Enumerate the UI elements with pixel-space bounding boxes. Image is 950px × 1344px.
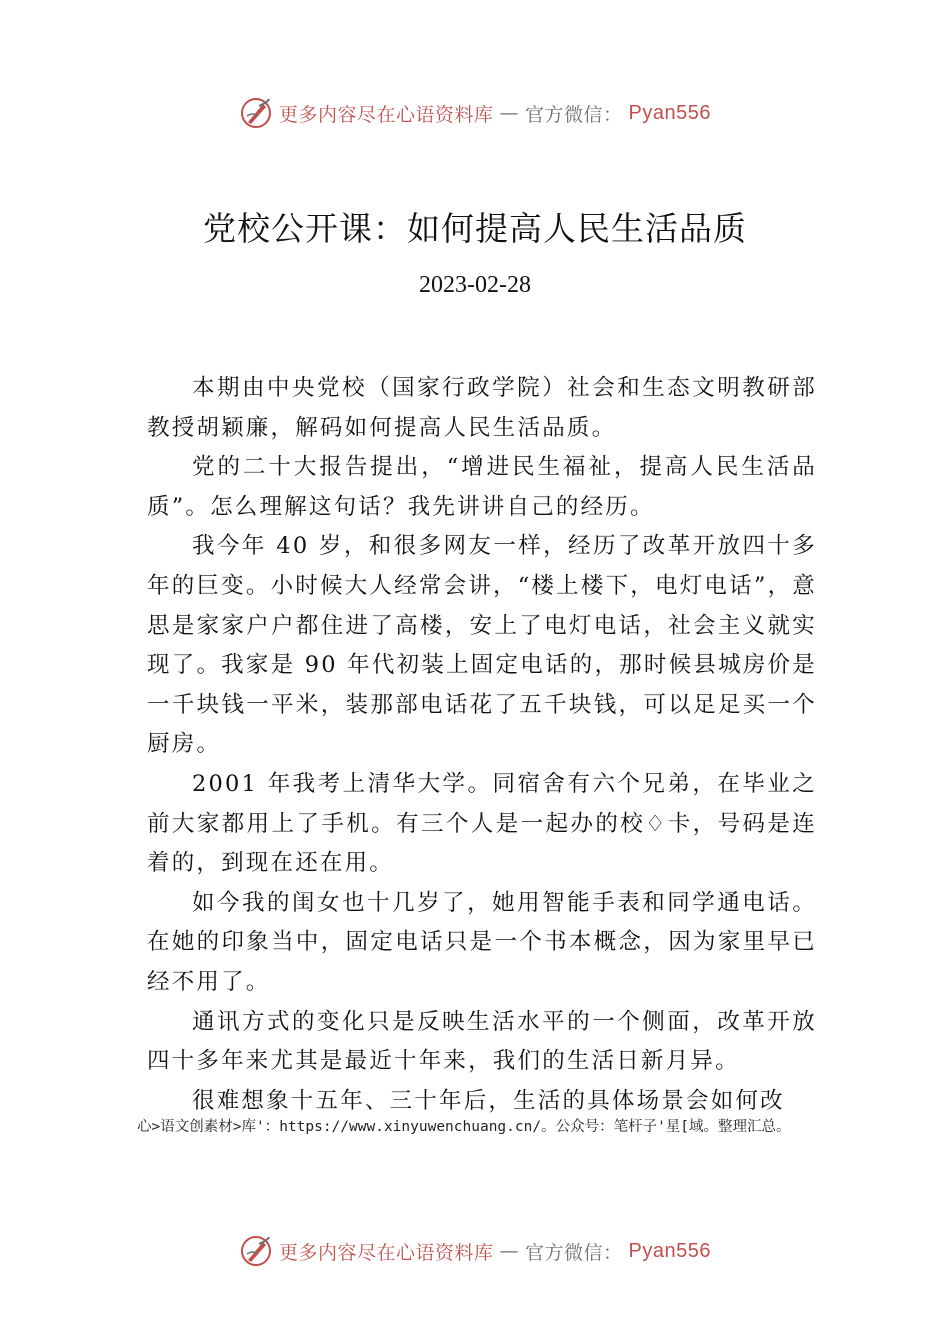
banner-slogan: 更多内容尽在心语资料库: [279, 103, 494, 126]
paragraph-2: 党的二十大报告提出，“增进民生福祉，提高人民生活品质”。怎么理解这句话？我先讲讲自己的经历。: [147, 454, 817, 520]
paragraph-1: 本期由中央党校（国家行政学院）社会和生态文明教研部教授胡颖廉，解码如何提高人民生活品质。: [147, 375, 817, 441]
banner-wechat-label: 官方微信：: [525, 103, 623, 126]
paragraph-4: 2001 年我考上清华大学。同宿舍有六个兄弟，在毕业之前大家都用上了手机。有三个人是一起办的校♢卡，号码是连着的，到现在还在用。: [147, 770, 817, 877]
banner-separator: —: [499, 102, 520, 124]
paragraph-6: 通讯方式的变化只是反映生活水平的一个侧面，改革开放四十多年来尤其是最近十年来，我们的生活日新月异。: [147, 1008, 817, 1075]
quill-logo-icon: [239, 1234, 273, 1268]
banner-separator: —: [499, 1240, 520, 1262]
paragraph-3: 我今年 40 岁，和很多网友一样，经历了改革开放四十多年的巨变。小时候大人经常会讲，“楼上楼下，电灯电话”，意思是家家户户都住进了高楼，安上了电灯电话，社会主义就实现了。我家是 90 年代初装上固定电话的，那时候县城房价是一千块钱一平米，装那部电话花了五千块钱，可以足足买一个厨房。: [147, 533, 817, 758]
banner-slogan: 更多内容尽在心语资料库: [279, 1241, 494, 1264]
paragraph-5: 如今我的闺女也十几岁了，她用智能手表和同学通电话。在她的印象当中，固定电话只是一个书本概念，因为家里早已经不用了。: [147, 889, 817, 995]
article-date: 2023-02-28: [419, 272, 531, 298]
source-footnote: 心>语文创素材>库'：https://www.xinyuwenchuang.cn/。公众号：笔杆子'星[域。整理汇总。: [137, 1119, 791, 1135]
article-body: [147, 369, 817, 1121]
banner-wechat-id: Pyan556: [628, 101, 711, 124]
footer-banner: [0, 1234, 950, 1268]
banner-wechat-id: Pyan556: [628, 1239, 711, 1262]
header-banner: [0, 96, 950, 130]
quill-logo-icon: [239, 96, 273, 130]
paragraph-7: 很难想象十五年、三十年后，生活的具体场景会如何改: [192, 1087, 785, 1114]
article-title: 党校公开课：如何提高人民生活品质: [203, 209, 747, 248]
banner-wechat-label: 官方微信：: [525, 1241, 623, 1264]
